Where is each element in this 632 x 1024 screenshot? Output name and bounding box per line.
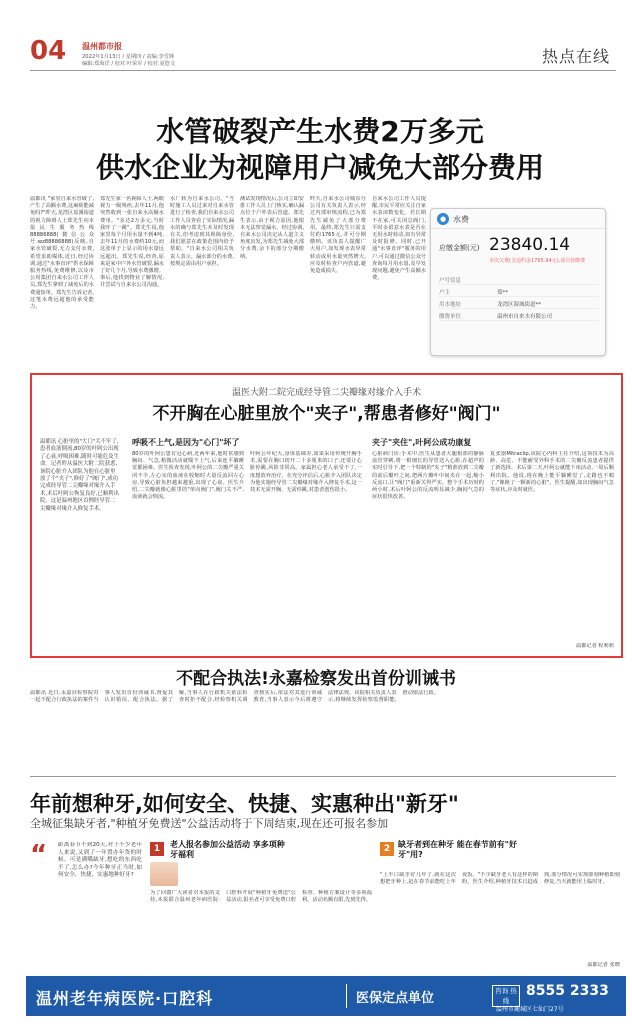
hotline-phone: 8555 2333: [526, 983, 609, 999]
bill-info-list: [439, 273, 599, 321]
story4-subheadline: 全城征集缺牙者,"种植牙免费送"公益活动将于下周结束,现在还可报名参加: [30, 817, 389, 830]
story2-column-2: 叶阿公年纪大,身体基础差,如果采用传统开胸手术,需要在胸口切开二十多厘米的口子,还要让心脏停跳,风险非常高。家属担心老人承受不了,一度想放弃治疗。在充分评估后,心脏介入团队决定为他实施经导管二尖瓣缘对缘介入修复手术,这一技术无需开胸、无需停跳,对患者创伤很小。: [250, 451, 362, 494]
meta-line-2: 编辑:郑海洋 / 校对:叶荣军 / 校对:夏悠文: [82, 61, 176, 67]
story1-column-6: 自来水公司工作人员提醒,市民平常应关注自家水表读数变化。若长期不在家,可关闭总阀门,平时多留意水表是否在无用水时转动,如有异常及时报修。同时,已开通"水事直评"服务的用户,可以通过微信公众号查询每月用水量,及早发现问题,避免产生高额水费。: [372, 196, 426, 282]
featured-story-box: [30, 373, 623, 658]
masthead: 温州都市报: [82, 42, 122, 51]
story1-column-2: 郑先生家一名视障人士,两眼视力一级残疾,去年11月,他突然收到一张自来水高额水费单。"多达2万多元,当时我吓了一跳"。郑先生说,他家里每个月用水量不到4吨,去年11月的水费约10元,而这张单子上显示的用水量远远超出。郑先生说,经查,原来是家中户外水管破裂,漏水了好几个月,导致水费激增。事后,他找到物业了解情况,并尝试与自来水公司沟通。: [100, 196, 164, 289]
story1-column-3: 水厂转为自来水公司。"当时施工人员过来对自来水管进行了检查,我们自来水公司工作人员查看了实际情况,漏水的确与郑先生未及时发现有关,但考虑到其视障身份,我们愿意在政策范围内给予帮助。"自来水公司相关负责人表示。漏水部分的水费,按规定需由用户承担。: [170, 196, 234, 267]
bill-row: 户号信息: [439, 273, 599, 285]
meta-line-1: 2022年1月13日 / 星期四 / 责编:李雪锋: [82, 54, 175, 60]
water-bill-title: 水费: [453, 215, 469, 224]
story2-subhead-1: 呼吸不上气,是因为"心门"坏了: [132, 438, 240, 447]
story4-subhead-1: 老人报名参加公益活动 享多项种牙福利: [170, 840, 285, 859]
water-bill-header: [431, 209, 605, 229]
story1-column-4: 测试发现情况后,公司立即安排工作人员上门核实,确认漏点位于户外表后管道。郑先生表示,由于视力原因,他根本无法察觉漏水。经过协调,自来水公司决定从人道主义角度出发,为郑先生减免大部分水费,余下的部分分期缴纳。: [240, 196, 304, 260]
story1-headline-line1: 水管破裂产生水费2万多元: [156, 115, 484, 148]
bill-row: 缴费单位 温州市自来水有限公司: [439, 309, 599, 321]
story2-column-3: 心脏病门诊:手术中,医生从患者大腿根部的静脉血管穿刺,将一根细长的导管送入心脏,在超声的实时引导下,把一个特制的"夹子"精准放到二尖瓣的前后瓣叶之间,把两片瓣叶中间夹在一起,缩小反流口,让"阀门"重新关得严实。整个手术历时约两小时,术后叶阿公的反流明显减少,胸闷气急的症状很快改善。: [372, 451, 484, 501]
quote-mark-icon: “: [30, 840, 48, 870]
story4-intro: 距离春节不到20天,对于不少老年人来说,又到了一年置办年货的时候。可是满嘴缺牙,想吃的东西吃不了,怎么办?今年种牙正当时,如何安全、快捷、实惠地种好牙?: [58, 842, 142, 879]
water-drop-icon: ●: [437, 213, 449, 225]
story2-headline: 不开胸在心脏里放个"夹子",帮患者修好"阀门": [152, 404, 501, 424]
story4-byline: 温都记者 张晓: [587, 962, 620, 968]
issue-meta: [82, 54, 175, 68]
story4-column-2: "上半口缺牙好几年了,就在这次想把牙种上,赶在春节前能吃上年夜饭。"不少缺牙老人有这样的期盼。医生介绍,种植牙技术日趋成熟,部分情况可实现即刻种植即刻修复,当天就能用上临时牙。: [380, 872, 620, 886]
story2-kicker: 温医大附二院完成经导管二尖瓣缘对缘介入手术: [231, 388, 421, 398]
story2-column-1: 80岁的叶阿公患有冠心病,近两年来,他时常感到胸闷、气急,稍微活动就喘不上气,后来连平躺睡觉都困难。医生检查发现,叶阿公的二尖瓣严重关闭不全,左心室的血液在收缩时大量反流回左心房,导致心脏负担越来越重,出现了心衰。医生介绍,二尖瓣就像心脏里的"单向阀门",阀门关不严,血液就会倒流。: [132, 451, 244, 501]
story1-headline-line2: 供水企业为视障用户减免大部分费用: [95, 151, 544, 184]
story2-column-4: 复张器Mitraclip,该院心内科主任介绍,这项技术为高龄、高危、不能耐受外科手术的二尖瓣反流患者提供了新选择。术后第二天,叶阿公就能下床活动,一周后顺利出院。他说,现在晚上能平躺睡觉了,走路也不喘了,"像换了一颗新的心脏"。医生提醒,如出现胸闷气急等症状,应及时就医。: [490, 451, 614, 494]
hospital-name: 温州老年病医院·口腔科: [36, 989, 214, 1008]
arrears-note: 本次欠费(含违约金1765.94元),请尽快缴费: [489, 258, 586, 264]
amount-label: 应缴金额(元): [439, 244, 480, 252]
amount-value: 23840.14: [489, 235, 571, 255]
story2-subhead-2: 夹子"夹住",叶阿公成功康复: [372, 438, 472, 447]
bill-row: 用水地址 龙湾区海城街道**: [439, 297, 599, 309]
story2-lead: [40, 435, 120, 645]
page-number: 04: [30, 36, 67, 66]
hospital-ad-banner: [26, 976, 626, 1016]
elderly-illustration: [150, 862, 178, 886]
story4-headline: 年前想种牙,如何安全、快捷、实惠种出"新牙": [30, 792, 459, 816]
section-title: 热点在线: [541, 47, 610, 66]
section-number-1-icon: 1: [150, 842, 164, 856]
section-number-2-icon: 2: [380, 842, 394, 856]
water-bill-screenshot: [430, 208, 606, 356]
story4-subhead-2: 缺牙者到在种牙 能在春节前有"好牙"用?: [398, 840, 517, 859]
insurance-tag: 医保定点单位: [356, 991, 435, 1006]
bill-row: 户主 郑**: [439, 285, 599, 297]
story3-body: 温都讯 近日,永嘉县检察院对一起不配合行政执法的案件当事人发出首份训诫书,督促其认识错误、配合执法。据了解,当事人在行政机关依法检查时拒不配合,经检察机关调查核实后,依法对其进行训诫教育,当事人表示今后将遵守法律法规。该院相关负责人表示,将继续发挥检察监督职能,推动依法行政。: [30, 690, 439, 704]
hospital-address: 温州市鹿城区七仙门27号: [496, 1006, 564, 1013]
story1-column-1: 温都讯 "家里自来水管破了,产生了高额水费,这麻烦能减免吗?"昨天,龙湾区瑶溪街道的视力障碍人士郑先生向本报民生服务热线88886888(微信公众号:wz88886888)反映,自家水管破裂,无力支付水费,希望求助媒体,近日,经过协调,通过"水事直评"供水保障服务热线,免费维修,以及市公用集团自来水公司工作人员,郑先生拿到了减免后的水费通知单。郑先生告诉记者,这笔水费远超他的承受能力。: [30, 196, 94, 311]
story3-headline: 不配合执法!永嘉检察发出首份训诫书: [176, 669, 456, 689]
header-rule: [30, 70, 616, 71]
hotline-label: 咨询 热线: [492, 985, 520, 1007]
banner-divider: [346, 984, 347, 1008]
story3-rule: [30, 776, 616, 777]
story2-lead-text: 温都讯 心脏里的"大门"关不牢了,患者血液倒流,80岁的叶阿公出现了心衰,呼吸困难,随时可能危及生命。记者昨从温医大附二院获悉,该院心脏介入团队为他在心脏里放了个"夹子",修好了"阀门",成功完成经导管二尖瓣缘对缘介入手术,术后叶阿公恢复良好,已顺利出院。这是温州地区首例经导管二尖瓣缘对缘介入修复手术。: [40, 439, 119, 512]
story4-column-1: 为了回馈广大读者对本报的支持,本报联合温州老年病医院·口腔科开展"种植牙免费送"公益活动,报名者可享受免费口腔检查、种植方案设计等多项福利。活动名额有限,先到先得。: [150, 890, 372, 904]
story1-column-5: 昨天,自来水公司城东分公司有关负责人表示,经过内部审核流程,已为郑先生减免了大部分费用。最终,郑先生只需支付约1765元,并可分期缴纳。该负责人提醒广大用户,如发现水表异常转动或用水量突然增大,应及时检查户内管道,避免造成损失。: [310, 196, 366, 275]
story2-byline: 温都记者 程莉莉: [576, 643, 614, 649]
